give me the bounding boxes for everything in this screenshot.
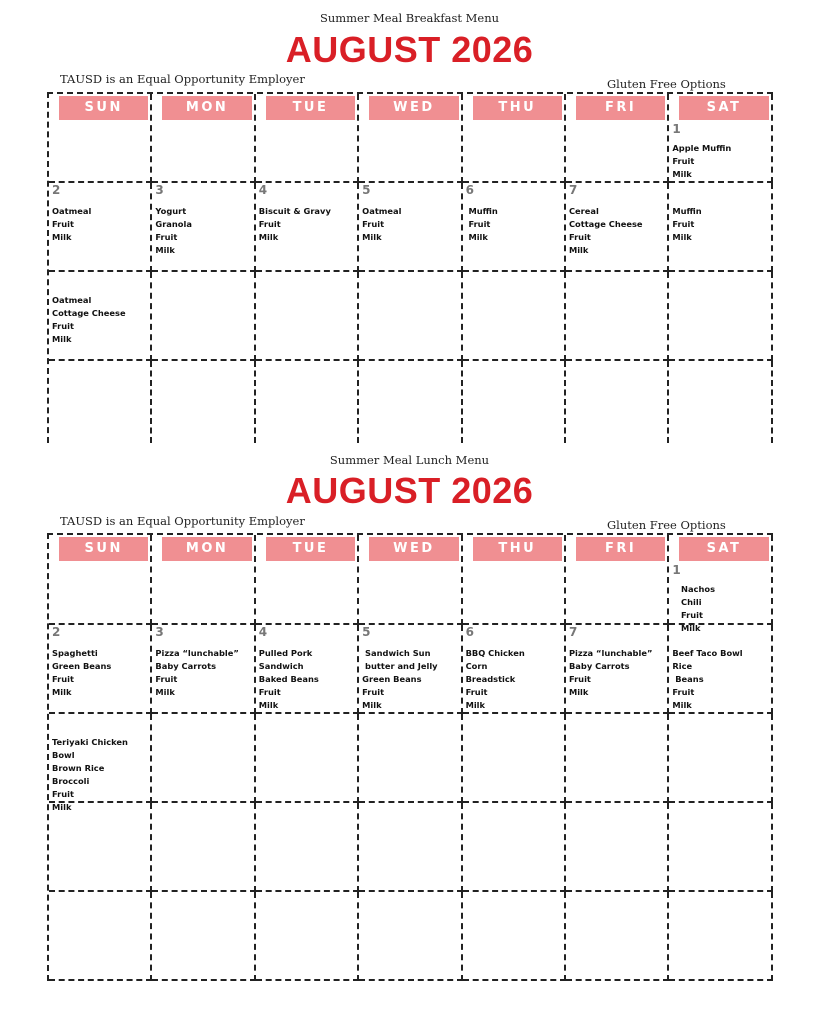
menu-items: Beef Taco Bowl Rice Beans Fruit Milk	[672, 648, 743, 710]
calendar-day-cell	[359, 714, 462, 803]
menu-items: Apple Muffin Fruit Milk	[672, 143, 732, 179]
day-number: 2	[52, 183, 61, 197]
day-number: 4	[258, 183, 268, 197]
menu-items: BBQ Chicken Corn Breadstick Fruit Milk	[465, 648, 525, 710]
calendar-day-cell	[463, 272, 566, 361]
lunch-menu-heading: Summer Meal Lunch Menu	[329, 453, 490, 467]
calendar-day-cell	[49, 361, 152, 443]
calendar-day-cell	[463, 535, 566, 625]
calendar-day-cell	[152, 183, 255, 272]
menu-items: Sandwich Sun butter and Jelly Green Beans Fruit Milk	[362, 648, 438, 710]
calendar-day-cell	[359, 272, 462, 361]
calendar-day-cell	[669, 625, 772, 714]
calendar-day-cell	[152, 803, 255, 892]
calendar-day-cell	[359, 892, 462, 981]
calendar-day-cell	[359, 535, 462, 625]
menu-items: Biscuit & Gravy Fruit Milk	[258, 206, 331, 242]
weekday-header-sat: SAT	[679, 96, 768, 120]
calendar-day-cell	[669, 183, 772, 272]
menu-items: Yogurt Granola Fruit Milk	[155, 206, 192, 255]
calendar-day-cell	[256, 803, 359, 892]
weekday-header-mon: MON	[162, 96, 251, 120]
day-number: 4	[258, 625, 268, 639]
calendar-day-cell	[49, 183, 152, 272]
calendar-day-cell	[256, 892, 359, 981]
calendar-day-cell	[152, 94, 255, 183]
calendar-day-cell	[463, 361, 566, 443]
menu-items: Oatmeal Fruit Milk	[362, 206, 402, 242]
weekday-header-tue: TUE	[266, 537, 355, 561]
calendar-day-cell	[49, 892, 152, 981]
week-row	[49, 535, 773, 633]
calendar-day-cell	[256, 535, 359, 625]
lunch-gluten-note: Gluten Free Options	[607, 518, 726, 532]
breakfast-menu-heading: Summer Meal Breakfast Menu	[319, 11, 500, 25]
calendar-day-cell	[256, 94, 359, 183]
day-number: 6	[465, 183, 474, 197]
calendar-day-cell	[152, 361, 255, 443]
calendar-day-cell	[49, 625, 152, 714]
weekday-header-mon: MON	[162, 537, 251, 561]
calendar-day-cell	[256, 714, 359, 803]
weekday-header-sun: SUN	[59, 537, 148, 561]
menu-items: Oatmeal Fruit Milk	[52, 206, 92, 242]
calendar-day-cell	[566, 892, 669, 981]
breakfast-employer-note: TAUSD is an Equal Opportunity Employer	[60, 72, 305, 86]
week-row	[49, 361, 773, 443]
calendar-day-cell	[49, 94, 152, 183]
calendar-day-cell	[566, 625, 669, 714]
calendar-day-cell	[566, 361, 669, 443]
menu-items: Nachos Chili Fruit Milk	[681, 584, 716, 633]
calendar-day-cell	[669, 535, 772, 633]
calendar-day-cell	[463, 94, 566, 183]
calendar-day-cell	[463, 892, 566, 981]
calendar-day-cell	[49, 535, 152, 625]
calendar-day-cell	[669, 94, 772, 183]
calendar-day-cell	[256, 625, 359, 714]
calendar-day-cell	[566, 183, 669, 272]
calendar-day-cell	[152, 272, 255, 361]
day-number: 1	[672, 122, 681, 136]
day-number: 6	[465, 625, 474, 639]
weekday-header-wed: WED	[369, 537, 458, 561]
menu-items: Spaghetti Green Beans Fruit Milk	[52, 648, 112, 697]
day-number: 7	[568, 625, 578, 639]
calendar-day-cell	[463, 714, 566, 803]
breakfast-gluten-note: Gluten Free Options	[607, 77, 726, 91]
calendar-day-cell	[463, 183, 566, 272]
calendar-day-cell	[256, 361, 359, 443]
calendar-day-cell	[152, 714, 255, 803]
lunch-calendar-grid	[47, 533, 773, 981]
calendar-day-cell	[566, 714, 669, 803]
week-row	[49, 803, 773, 892]
day-number: 5	[362, 183, 371, 197]
lunch-month-title: AUGUST 2026	[285, 470, 534, 511]
calendar-day-cell	[359, 183, 462, 272]
week-row	[49, 625, 773, 714]
breakfast-calendar-grid	[47, 92, 773, 443]
lunch-employer-note: TAUSD is an Equal Opportunity Employer	[60, 514, 305, 528]
calendar-day-cell	[669, 272, 772, 361]
day-number: 1	[672, 563, 681, 577]
menu-items: Cereal Cottage Cheese Fruit Milk	[568, 206, 643, 255]
menu-items: Muffin Fruit Milk	[672, 206, 702, 242]
menu-items: Pizza “lunchable” Baby Carrots Fruit Milk	[155, 648, 239, 697]
menu-items: Oatmeal Cottage Cheese Fruit Milk	[52, 295, 126, 344]
day-number: 2	[52, 625, 61, 639]
calendar-day-cell	[359, 94, 462, 183]
calendar-day-cell	[566, 535, 669, 625]
calendar-day-cell	[463, 625, 566, 714]
weekday-header-fri: FRI	[576, 96, 665, 120]
calendar-day-cell	[49, 272, 152, 361]
calendar-day-cell	[49, 803, 152, 892]
breakfast-month-title: AUGUST 2026	[285, 29, 534, 70]
weekday-header-sun: SUN	[59, 96, 148, 120]
weekday-header-thu: THU	[473, 96, 562, 120]
calendar-day-cell	[566, 803, 669, 892]
weekday-header-wed: WED	[369, 96, 458, 120]
week-row	[49, 714, 773, 812]
calendar-day-cell	[463, 803, 566, 892]
weekday-header-thu: THU	[473, 537, 562, 561]
week-row	[49, 272, 773, 361]
calendar-day-cell	[152, 535, 255, 625]
calendar-day-cell	[669, 892, 772, 981]
weekday-header-sat: SAT	[679, 537, 768, 561]
calendar-day-cell	[152, 892, 255, 981]
calendar-day-cell	[669, 361, 772, 443]
weekday-header-tue: TUE	[266, 96, 355, 120]
day-number: 3	[155, 183, 164, 197]
menu-items: Muffin Fruit Milk	[468, 206, 498, 242]
calendar-day-cell	[256, 272, 359, 361]
menu-items: Teriyaki Chicken Bowl Brown Rice Broccoli Fruit Milk	[52, 737, 128, 812]
calendar-day-cell	[359, 361, 462, 443]
calendar-day-cell	[359, 625, 462, 714]
day-number: 3	[155, 625, 164, 639]
day-number: 5	[362, 625, 371, 639]
calendar-day-cell	[566, 94, 669, 183]
calendar-day-cell	[359, 803, 462, 892]
calendar-day-cell	[669, 714, 772, 803]
week-row	[49, 94, 773, 183]
calendar-day-cell	[256, 183, 359, 272]
menu-items: Pizza “lunchable” Baby Carrots Fruit Milk	[568, 648, 653, 697]
calendar-day-cell	[669, 803, 772, 892]
week-row	[49, 183, 773, 272]
menu-items: Pulled Pork Sandwich Baked Beans Fruit Milk	[258, 648, 319, 710]
calendar-day-cell	[152, 625, 255, 714]
calendar-day-cell	[49, 714, 152, 812]
weekday-header-fri: FRI	[576, 537, 665, 561]
calendar-day-cell	[566, 272, 669, 361]
day-number: 7	[568, 183, 578, 197]
week-row	[49, 892, 773, 981]
